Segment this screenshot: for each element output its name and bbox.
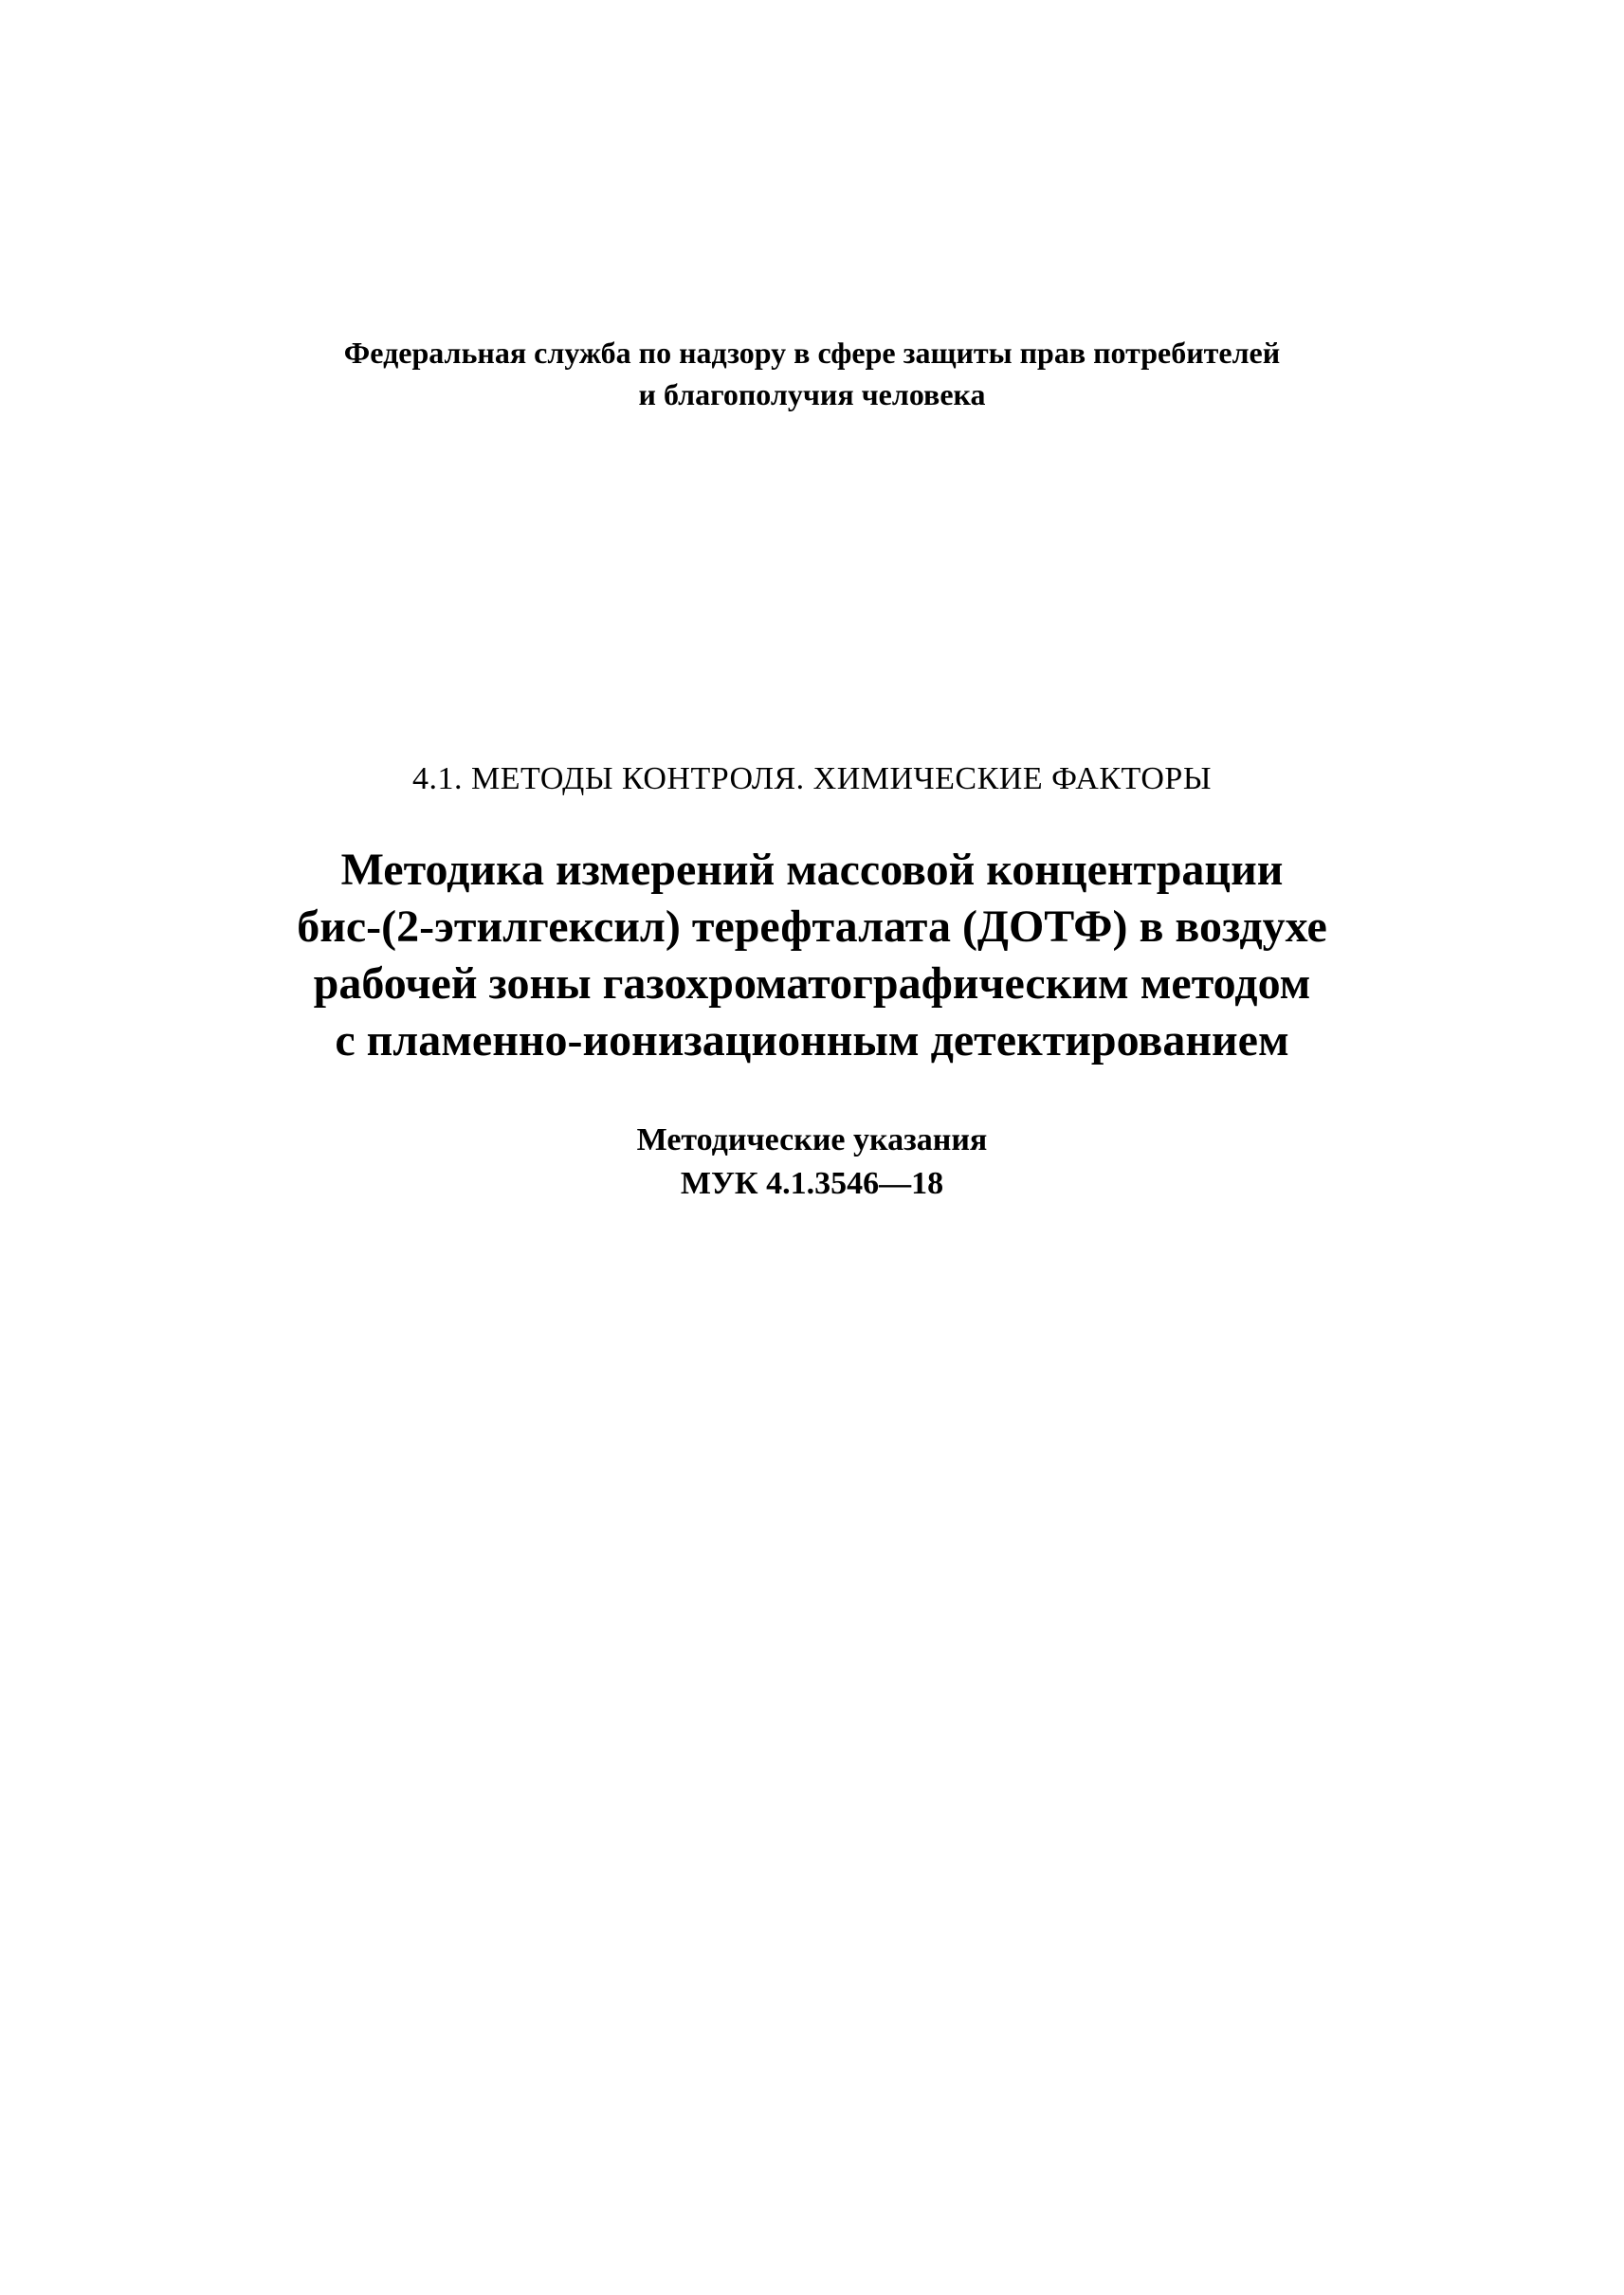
title-line-2: бис-(2-этилгексил) терефталата (ДОТФ) в воздухе <box>297 902 1327 952</box>
document-type <box>0 1119 1624 1206</box>
agency-line-1: Федеральная служба по надзору в сфере защиты прав потребителей <box>343 336 1281 370</box>
document-number: МУК 4.1.3546—18 <box>680 1166 944 1201</box>
document-type-label: Методические указания <box>636 1122 988 1157</box>
agency-name <box>0 332 1624 415</box>
series-text: 4.1. МЕТОДЫ КОНТРОЛЯ. ХИМИЧЕСКИЕ ФАКТОРЫ <box>412 761 1212 796</box>
title-line-4: с пламенно-ионизационным детектированием <box>335 1015 1289 1066</box>
series-heading <box>0 758 1624 800</box>
title-line-1: Методика измерений массовой концентрации <box>340 845 1284 895</box>
document-title <box>0 842 1624 1069</box>
agency-line-2: и благополучия человека <box>638 377 986 411</box>
title-line-3: рабочей зоны газохроматографическим методом <box>313 958 1311 1009</box>
